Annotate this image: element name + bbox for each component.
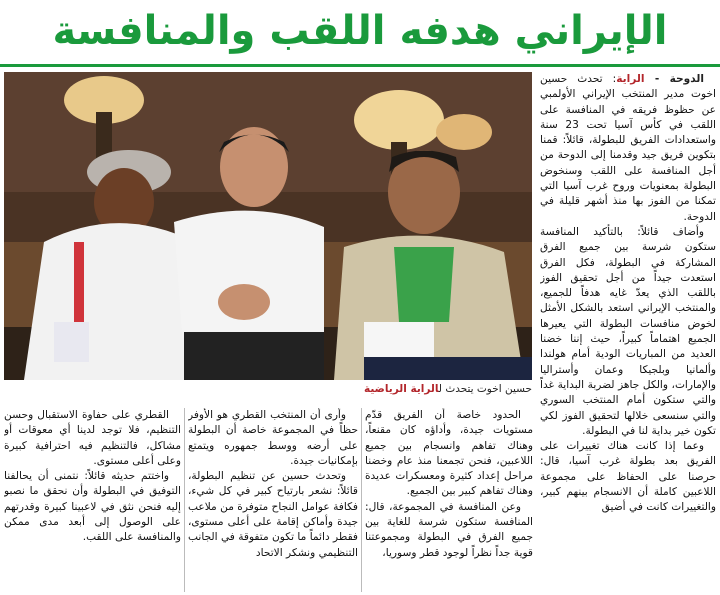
bottom-column-1 xyxy=(365,408,533,594)
bottom-column-3 xyxy=(4,408,181,594)
article-photo xyxy=(4,72,532,380)
col2-paragraph-1: وأرى أن المنتخب القطري هو الأوفر حظاً في المجموعة خاصة أن البطولة على أرضه ووسط جمهوره ويتمتع بإمكانيات جيدة. xyxy=(188,409,358,467)
col1-paragraph-1: الحدود خاصة أن الفريق قدّم مستويات جيدة، وأداؤه كان مقنعاً، وهناك تفاهم وانسجام بين جميع اللاعبين، فنحن تجمعنا منذ عام وخضنا مراحل إعداد كثيرة ومعسكرات عديدة وهناك تفاهم كبير بين الجميع. xyxy=(365,409,533,498)
col1-paragraph-2: وعن المنافسة في المجموعة، قال: المنافسة ستكون شرسة للغاية بين جميع الفرق في البطولة ومجموعتنا قوية جداً نظراً لوجود قطر وسوريا، xyxy=(365,500,533,559)
photo-caption xyxy=(300,383,532,399)
right-paragraph-1 xyxy=(540,72,716,225)
headline: الإيراني هدفه اللقب والمنافسة xyxy=(0,0,720,62)
right-paragraph-1-text: : تحدث حسين اخوت مدير المنتخب الإيراني الأولمبي عن حظوظ فريقه في المنافسة على اللقب في كأس آسيا تحت 23 سنة واستعدادات الفريق للبطولة، قائلاً: قمنا بتكوين فريق جيد وقدمنا إلى الدوحة من أجل المنافسة على اللقب وسنخوض البطولة بمعنويات وروح غرب آسيا التي تمكنا من الفوز بها منذ أشهر قليلة في الدوحة. xyxy=(540,73,716,223)
dateline: الدوحة - xyxy=(644,73,704,85)
col2-paragraph-2: وتحدث حسين عن تنظيم البطولة، قائلاً: نشعر بارتياح كبير في كل شيء، فكافة عوامل النجاح متوفرة من ملاعب جيدة وأماكن إقامة على أعلى مستوى، فقطر دائماً ما تكون متفوقة في الجانب التنظيمي ونشكر الاتحاد xyxy=(188,470,358,559)
dateline-brand: الراية xyxy=(616,73,645,85)
column-divider xyxy=(184,408,185,592)
col3-paragraph-2: واختتم حديثه قائلاً: نتمنى أن يحالفنا التوفيق في البطولة وأن نحقق ما نصبو إليه فنحن نثق في لاعبينا كبيرة وقدرتهم على الوصول إلى أبعد مدى ممكن والمنافسة على اللقب. xyxy=(4,470,181,544)
headline-rule xyxy=(0,64,720,67)
caption-brand: الراية الرياضية xyxy=(364,383,439,395)
col3-paragraph-1: القطري على حفاوة الاستقبال وحسن التنظيم، فلا توجد لدينا أي معوقات أو مشاكل، فالتنظيم فيه احترافية كبيرة وعلى أعلى مستوى. xyxy=(4,409,181,467)
column-divider xyxy=(361,408,362,592)
caption-text: حسين اخوت يتحدث ل xyxy=(438,383,532,395)
bottom-column-2 xyxy=(188,408,358,594)
right-paragraph-3: وعما إذا كانت هناك تغييرات على الفريق بعد بطولة غرب آسيا، قال: حرصنا على الحفاظ على مجموعة اللاعبين كاملة أن الانسجام بينهم كبير، والتغييرات كانت في أضيق xyxy=(540,440,716,514)
right-column xyxy=(540,72,716,592)
right-paragraph-2: وأضاف قائلاً: بالتأكيد المنافسة ستكون شرسة بين جميع الفرق المشاركة في البطولة، فكل الفرق استعدت جيداً من أجل تحقيق الفوز باللقب الذي يعدّ غايه هدفاً للجميع، والمنتخب الإيراني استعد بالشكل الأمثل لخوض منافسات البطولة التي يعيرها الجميع اهتماماً كبيراً، حيث إننا خضنا العديد من المباريات الودية أمام هولندا وألمانيا وبلجيكا وعمان وأستراليا والإمارات، والكل جاهز لضربة البداية غداً والتي ستكون أمام المنتخب السوري والتي سنسعى خلالها لتحقيق الفوز لكي تكون خير بداية لنا في البطولة. xyxy=(540,225,716,437)
